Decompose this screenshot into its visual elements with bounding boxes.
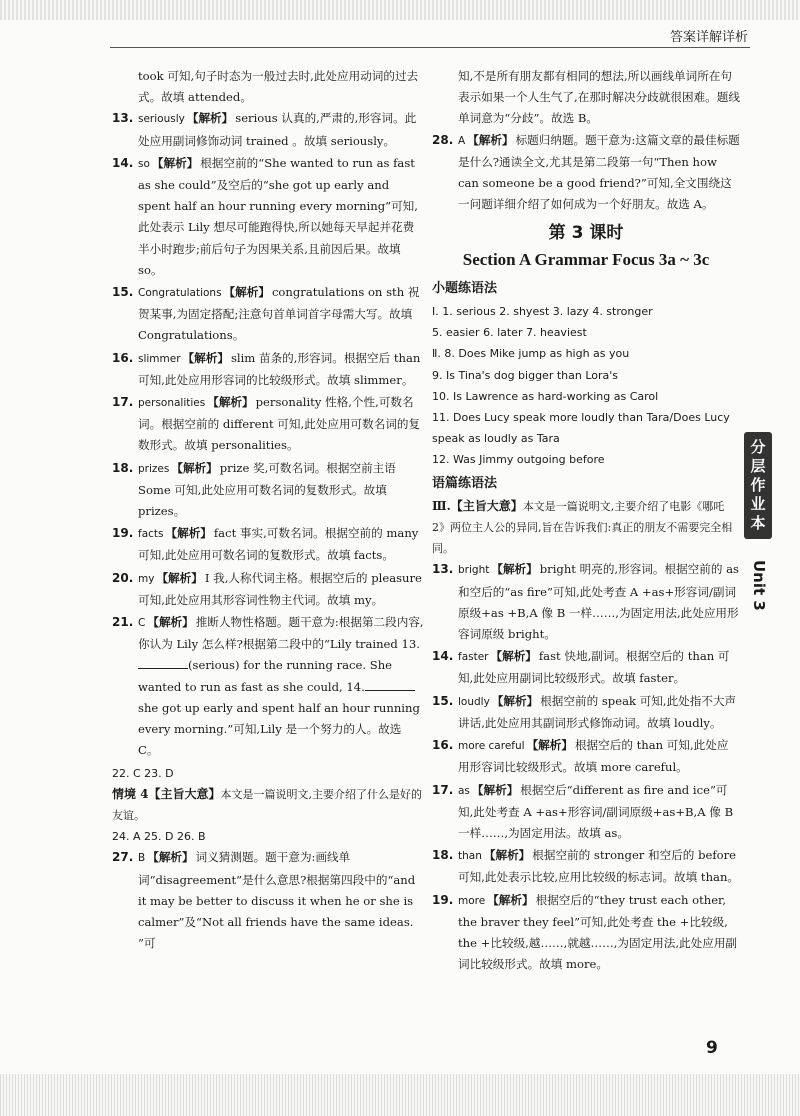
answer-text: prizes [138,462,170,475]
header-rule [110,47,750,48]
analysis-tag: 【解析】 [151,155,199,170]
analysis-text: 根据空前的 speak 可知,此处指不大声讲话,此处应用其副词形式修饰动词。故填 loudly。 [458,693,737,730]
question-number: 21. [112,615,134,630]
analysis-text: 标题归纳题。题干意为:这篇文章的最佳标题是什么?通读全文,尤其是第二段第一句“Then how can someone be a good friend?”可知,全文围绕这一问题详细介绍了如何成为一个好朋友。故选 A。 [458,132,740,212]
main-idea-text: 本文是一篇说明文,主要介绍了什么是好的友谊。 [112,787,423,822]
unit-label-text: Unit 3 [750,560,768,611]
main-idea-tag: 【主旨大意】 [450,498,523,513]
main-idea-text: 本文是一篇说明文,主要介绍了电影《哪吒 2》两位主人公的异同,旨在告诉我们:真正的朋友不需要完全相同。 [432,499,733,556]
lesson-title: 第 3 课时 [548,223,624,244]
question-number: 16. [112,350,134,365]
answer-text: Congratulations [138,287,222,300]
answer-text: my [138,572,155,585]
answer-text: slimmer [138,352,181,365]
analysis-tag: 【解析】 [156,570,203,585]
question-item [112,108,424,151]
question-number: 20. [112,570,134,585]
answer-text: loudly [458,695,490,708]
analysis-text: 根据空后的“they trust each other, the braver they feel”可知,此处考查 the +比较级, the +比较级,越……,就越……,为固定用法,此处应用副词比较级形式。故填 more。 [458,892,738,972]
analysis-text: fast 快地,副词。根据空后的 than 可知,此处应用副词比较级形式。故填 faster。 [458,649,730,686]
analysis-text: congratulations on sth 祝贺某事,为固定搭配;注意句首单词首字母需大写。故填 Congratulations。 [138,285,420,343]
question-item [112,458,424,523]
analysis-text: serious 认真的,严肃的,形容词。此处应用副词修饰动词 trained 。故填 seriously。 [138,111,417,148]
analysis-tag: 【解析】 [165,526,212,541]
side-tab-char: 业 [750,495,766,513]
side-tab [744,432,772,539]
answer-text: B [138,852,146,865]
analysis-text: prize 奖,可数名词。根据空前主语 Some 可知,此处应用可数名词的复数形式。故填 prizes。 [138,460,396,519]
question-number: 17. [112,395,134,410]
subsection-heading: 语篇练语法 [432,475,498,491]
question-number: 28. [432,132,454,147]
analysis-text: slim 苗条的,形容词。根据空后 than 可知,此处应用形容词的比较级形式。故填 slimmer。 [138,350,421,387]
analysis-text: (serious) for the running race. She wanted to run as fast as she could, 14. [138,658,393,694]
analysis-text: personality 性格,个性,可数名词。根据空前的 different 可知,此处应用可数名词的复数形式。故填 personalities。 [138,395,421,453]
answer-blank [138,656,188,669]
analysis-tag: 【解析】 [490,649,537,664]
question-number: 15. [432,693,454,708]
question-item [432,780,740,845]
question-item [112,523,424,566]
question-number: 15. [112,285,134,300]
question-item [112,612,424,761]
question-item [112,568,424,611]
question-number: 14. [432,649,454,664]
answer-text: A [458,134,466,147]
answer-text: so [138,157,150,170]
answer-text: personalities [138,397,206,410]
question-item [432,559,740,645]
answer-row: 22. C 23. D [112,766,174,780]
question-item [432,845,740,888]
question-number: 16. [432,738,454,753]
analysis-text: I 我,人称代词主格。根据空后的 pleasure 可知,此处应用其形容词性物主代词。故填 my。 [138,570,422,607]
analysis-tag: 【解析】 [186,111,234,126]
answer-text: faster [458,651,489,664]
answer-row: 9. Is Tina's dog bigger than Lora's [432,368,619,382]
page-header-title: 答案详解详析 [669,30,748,45]
analysis-text: 推断人物性格题。题干意为:根据第二段内容,你认为 Lily 怎么样?根据第二段中的“Lily trained 13. [138,615,424,652]
question-number: 19. [432,892,454,907]
analysis-tag: 【解析】 [207,395,254,410]
analysis-tag: 【解析】 [223,285,270,300]
scan-top-border [0,0,800,20]
scenario-label: 情境 4 [112,786,149,801]
answer-text: more careful [458,740,525,753]
analysis-tag: 【解析】 [491,693,539,708]
analysis-text: bright 明亮的,形容词。根据空前的 as 和空后的“as fire”可知,此处考查 A +as+形容词/副词原级+as +B,A 像 B 一样……,为固定用法,此处应用形容词原级 bright。 [458,562,739,642]
answer-row: Ⅱ. 8. Does Mike jump as high as you [432,347,630,361]
question-number: 13. [432,562,454,577]
question-number: 13. [112,111,134,126]
answer-row: 10. Is Lawrence as hard-working as Carol [432,389,659,403]
question-number: 19. [112,526,134,541]
side-tab-char: 分 [750,438,766,456]
analysis-tag: 【解析】 [182,350,229,365]
question-number: 14. [112,155,134,170]
continued-text: 知,不是所有朋友都有相同的想法,所以画线单词所在句表示如果一个人生气了,在那时解决分歧就很困难。题线单词意为“分歧”。故选 B。 [458,69,740,126]
side-tab-char: 本 [750,514,766,532]
main-idea [112,784,424,826]
question-item [432,646,740,689]
section-title: Section A Grammar Focus 3a ~ 3c [462,249,710,269]
analysis-tag: 【解析】 [147,850,194,865]
left-column [112,66,424,955]
analysis-text: 根据空前的“She wanted to run as fast as she could”及空后的“she got up early and spent half an hour running every morning”可知,此处表示 Lily 想尽可能跑得快,所以她每天早起并花费半小时跑步;前后句子为因果关系,且前因后果。故填 so。 [138,155,418,277]
answer-blank [365,678,415,691]
question-item [112,847,424,954]
answer-text: more [458,894,486,907]
analysis-text: fact 事实,可数名词。根据空前的 many 可知,此处应用可数名词的复数形式。故填 facts。 [138,526,419,563]
analysis-text: she got up early and spent half an hour running every morning.”可知,Lily 是一个努力的人。故选 C。 [138,700,420,758]
unit-label [748,560,770,630]
analysis-text: 根据空前的 stronger 和空后的 before 可知,此处表示比较,应用比较级的标志词。故填 than。 [458,848,740,885]
analysis-text: 词义猜测题。题干意为:画线单词“disagreement”是什么意思?根据第四段中的“and it may be better to discuss it when he or she is calmer”及“Not all friends have the same ideas. ”可 [138,850,416,951]
scan-bottom-border [0,1074,800,1116]
analysis-tag: 【解析】 [471,782,519,797]
part-label: Ⅲ. [432,498,451,513]
answer-text: seriously [138,113,185,126]
question-item [112,348,424,391]
answer-text: than [458,850,482,863]
right-column [432,66,740,976]
side-tab-char: 作 [750,476,766,494]
continued-text: took 可知,句子时态为一般过去时,此处应用动词的过去式。故填 attended。 [138,69,419,105]
side-tab-char: 层 [750,457,766,475]
question-item [432,691,740,734]
main-idea-tag: 【主旨大意】 [148,786,221,801]
question-item [112,153,424,281]
question-item [432,890,740,976]
analysis-tag: 【解析】 [483,848,531,863]
answer-text: bright [458,564,490,577]
analysis-tag: 【解析】 [526,738,573,753]
question-number: 18. [432,848,454,863]
analysis-tag: 【解析】 [491,562,538,577]
main-idea [432,496,740,560]
answer-text: facts [138,528,164,541]
answer-row: 5. easier 6. later 7. heaviest [432,326,587,340]
analysis-text: 根据空后的 than 可知,此处应用形容词比较级形式。故填 more careful。 [458,738,729,775]
question-item [112,392,424,457]
question-item [112,282,424,347]
analysis-tag: 【解析】 [467,132,514,147]
question-item [432,130,740,216]
answer-row: Ⅰ. 1. serious 2. shyest 3. lazy 4. stronger [432,305,653,319]
answer-row: 24. A 25. D 26. B [112,830,206,844]
analysis-text: 根据空后“different as fire and ice”可知,此处考查 A +as+形容词/副词原级+as+B,A 像 B 一样……,为固定用法。故填 as。 [458,782,734,840]
analysis-tag: 【解析】 [171,460,218,475]
analysis-tag: 【解析】 [147,615,194,630]
subsection-heading: 小题练语法 [432,280,498,296]
answer-row: 11. Does Lucy speak more loudly than Tara/Does Lucy speak as loudly as Tara [432,411,730,446]
answer-text: C [138,617,146,630]
question-number: 17. [432,782,454,797]
question-item [432,735,740,778]
page-number: 9 [706,1038,718,1058]
analysis-tag: 【解析】 [487,892,534,907]
answer-text: as [458,784,470,797]
question-number: 27. [112,850,134,865]
answer-row: 12. Was Jimmy outgoing before [432,453,605,467]
question-number: 18. [112,460,134,475]
